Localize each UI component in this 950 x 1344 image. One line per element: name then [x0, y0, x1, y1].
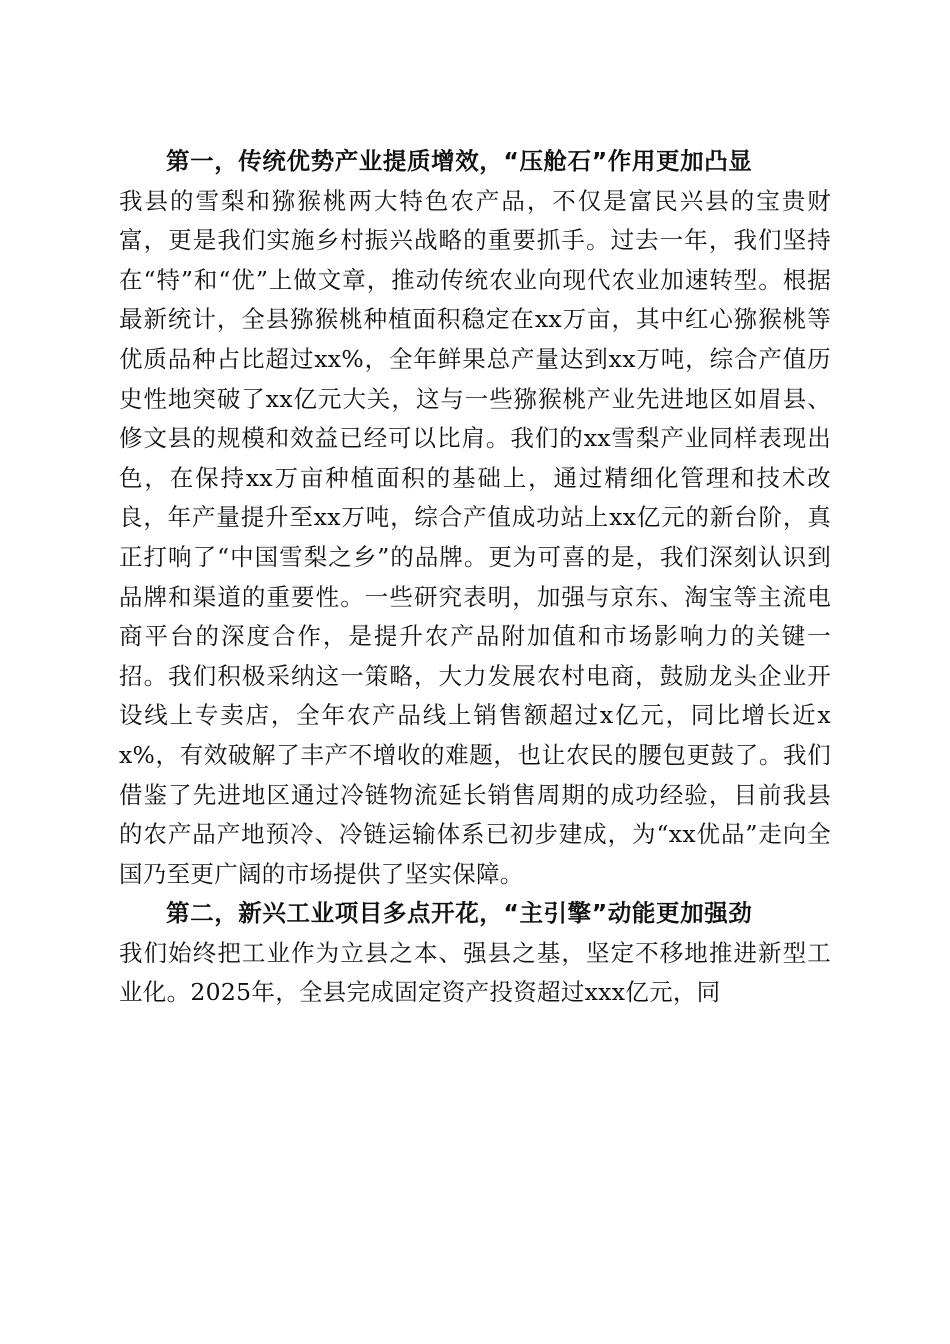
document-body	[119, 142, 831, 1013]
section-body-1: 我县的雪梨和猕猴桃两大特色农产品，不仅是富民兴县的宝贵财富，更是我们实施乡村振兴战略的重要抓手。过去一年，我们坚持在“特”和“优”上做文章，推动传统农业向现代农业加速转型。根据最新统计，全县猕猴桃种植面积稳定在xx万亩，其中红心猕猴桃等优质品种占比超过xx%，全年鲜果总产量达到xx万吨，综合产值历史性地突破了xx亿元大关，这与一些猕猴桃产业先进地区如眉县、修文县的规模和效益已经可以比肩。我们的xx雪梨产业同样表现出色，在保持xx万亩种植面积的基础上，通过精细化管理和技术改良，年产量提升至xx万吨，综合产值成功站上xx亿元的新台阶，真正打响了“中国雪梨之乡”的品牌。更为可喜的是，我们深刻认识到品牌和渠道的重要性。一些研究表明，加强与京东、淘宝等主流电商平台的深度合作，是提升农产品附加值和市场影响力的关键一招。我们积极采纳这一策略，大力发展农村电商，鼓励龙头企业开设线上专卖店，全年农产品线上销售额超过x亿元，同比增长近xx%，有效破解了丰产不增收的难题，也让农民的腰包更鼓了。我们借鉴了先进地区通过冷链物流延长销售周期的成功经验，目前我县的农产品产地预冷、冷链运输体系已初步建成，为“xx优品”走向全国乃至更广阔的市场提供了坚实保障。	[119, 186, 831, 888]
section-heading-2: 第二，新兴工业项目多点开花，“主引擎”动能更加强劲	[166, 899, 753, 928]
section-heading-1: 第一，传统优势产业提质增效，“压舱石”作用更加凸显	[166, 147, 753, 175]
section-body-2: 我们始终把工业作为立县之本、强县之基，坚定不移地推进新型工业化。2025年，全县完成固定资产投资超过xxx亿元，同	[119, 938, 831, 1007]
